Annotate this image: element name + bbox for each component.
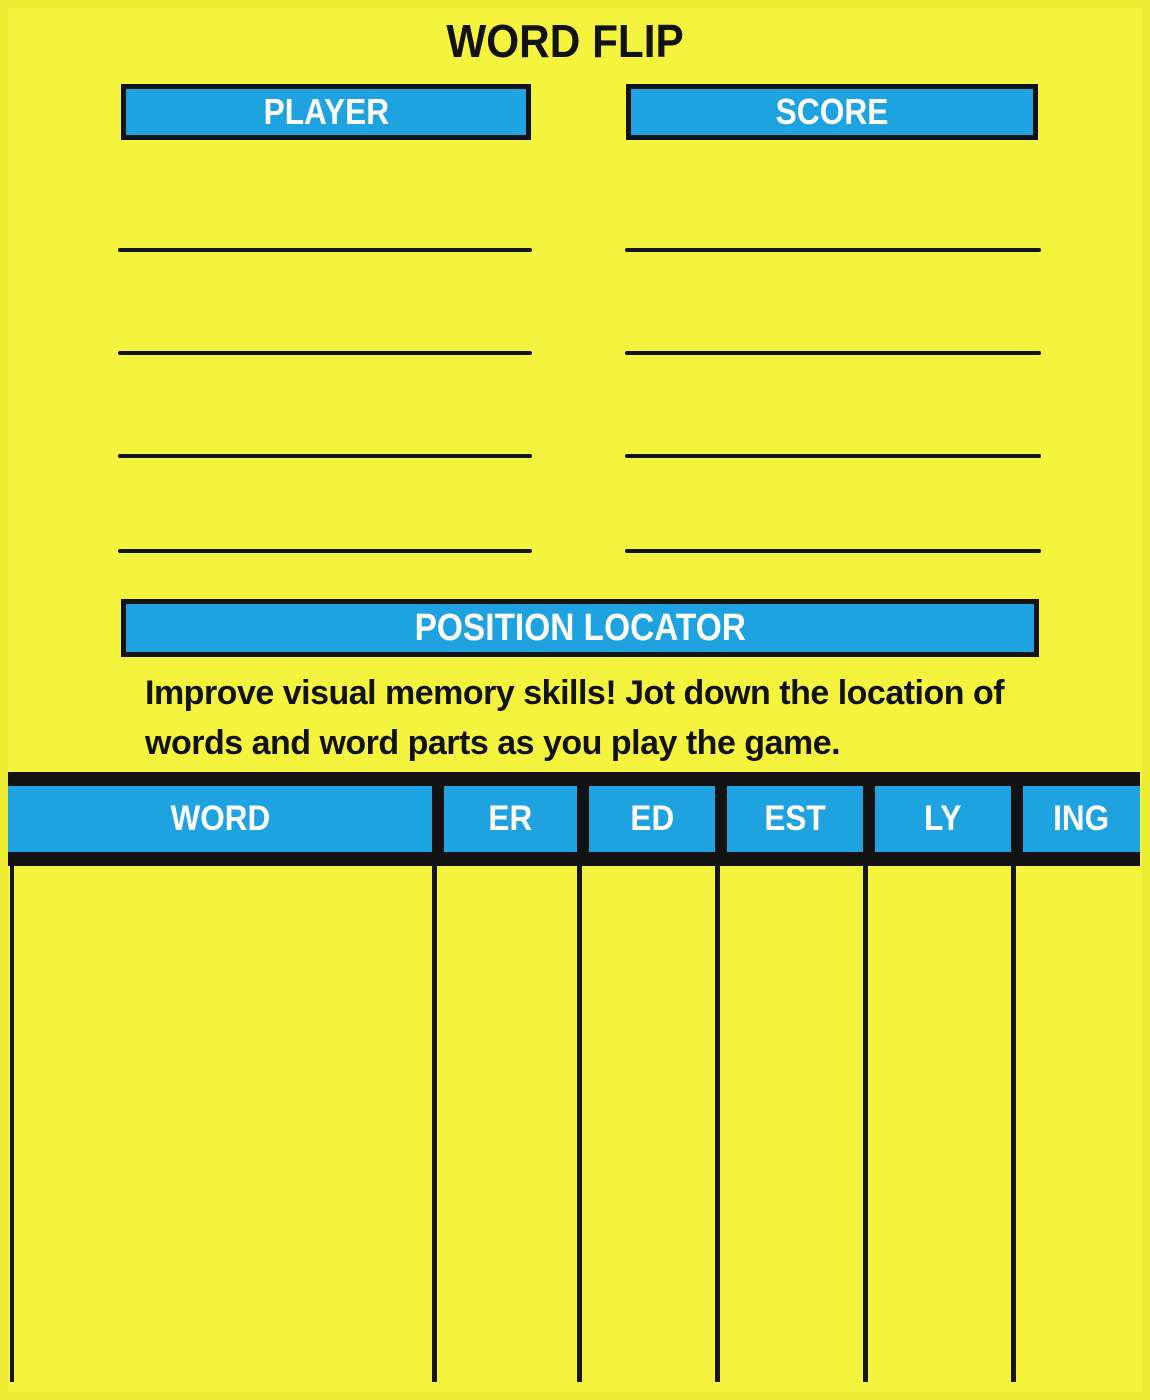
player-header-label: PLAYER bbox=[263, 91, 389, 132]
column-header-est-label: EST bbox=[764, 799, 826, 838]
position-locator-label: POSITION LOCATOR bbox=[414, 606, 746, 649]
column-header-er bbox=[444, 786, 577, 852]
column-divider-est-ly bbox=[863, 866, 868, 1382]
column-header-est bbox=[727, 786, 863, 852]
table-left-border-rule bbox=[10, 866, 14, 1382]
column-divider-word-er bbox=[432, 866, 437, 1382]
instructions-line-1: Improve visual memory skills! Jot down the location of bbox=[145, 674, 1005, 712]
instructions-text bbox=[145, 668, 1045, 768]
page-title bbox=[0, 14, 1130, 68]
column-header-er-label: ER bbox=[488, 799, 533, 838]
score-write-line-3[interactable] bbox=[625, 454, 1041, 458]
column-header-word-label: WORD bbox=[170, 799, 270, 838]
player-write-line-1[interactable] bbox=[118, 248, 532, 252]
position-locator-header bbox=[121, 599, 1039, 657]
player-write-line-4[interactable] bbox=[118, 549, 532, 553]
player-write-line-2[interactable] bbox=[118, 351, 532, 355]
player-column-header bbox=[121, 84, 531, 140]
score-column-header bbox=[626, 84, 1038, 140]
column-header-ing-label: ING bbox=[1053, 799, 1110, 838]
score-write-line-4[interactable] bbox=[625, 549, 1041, 553]
column-header-ed bbox=[589, 786, 715, 852]
score-header-label: SCORE bbox=[775, 91, 889, 132]
column-header-ly-label: LY bbox=[924, 799, 962, 838]
column-header-ing bbox=[1023, 786, 1140, 852]
page-title-text: WORD FLIP bbox=[446, 15, 684, 67]
column-header-ly bbox=[875, 786, 1011, 852]
player-write-line-3[interactable] bbox=[118, 454, 532, 458]
score-write-line-2[interactable] bbox=[625, 351, 1041, 355]
column-header-ed-label: ED bbox=[630, 799, 674, 838]
column-divider-ly-ing bbox=[1011, 866, 1016, 1382]
locator-table-header-row bbox=[8, 772, 1140, 866]
locator-table-body[interactable] bbox=[8, 866, 1140, 1382]
column-header-word bbox=[8, 786, 432, 852]
instructions-line-2: words and word parts as you play the game. bbox=[145, 724, 841, 762]
score-write-line-1[interactable] bbox=[625, 248, 1041, 252]
column-divider-er-ed bbox=[577, 866, 582, 1382]
column-divider-ed-est bbox=[715, 866, 720, 1382]
